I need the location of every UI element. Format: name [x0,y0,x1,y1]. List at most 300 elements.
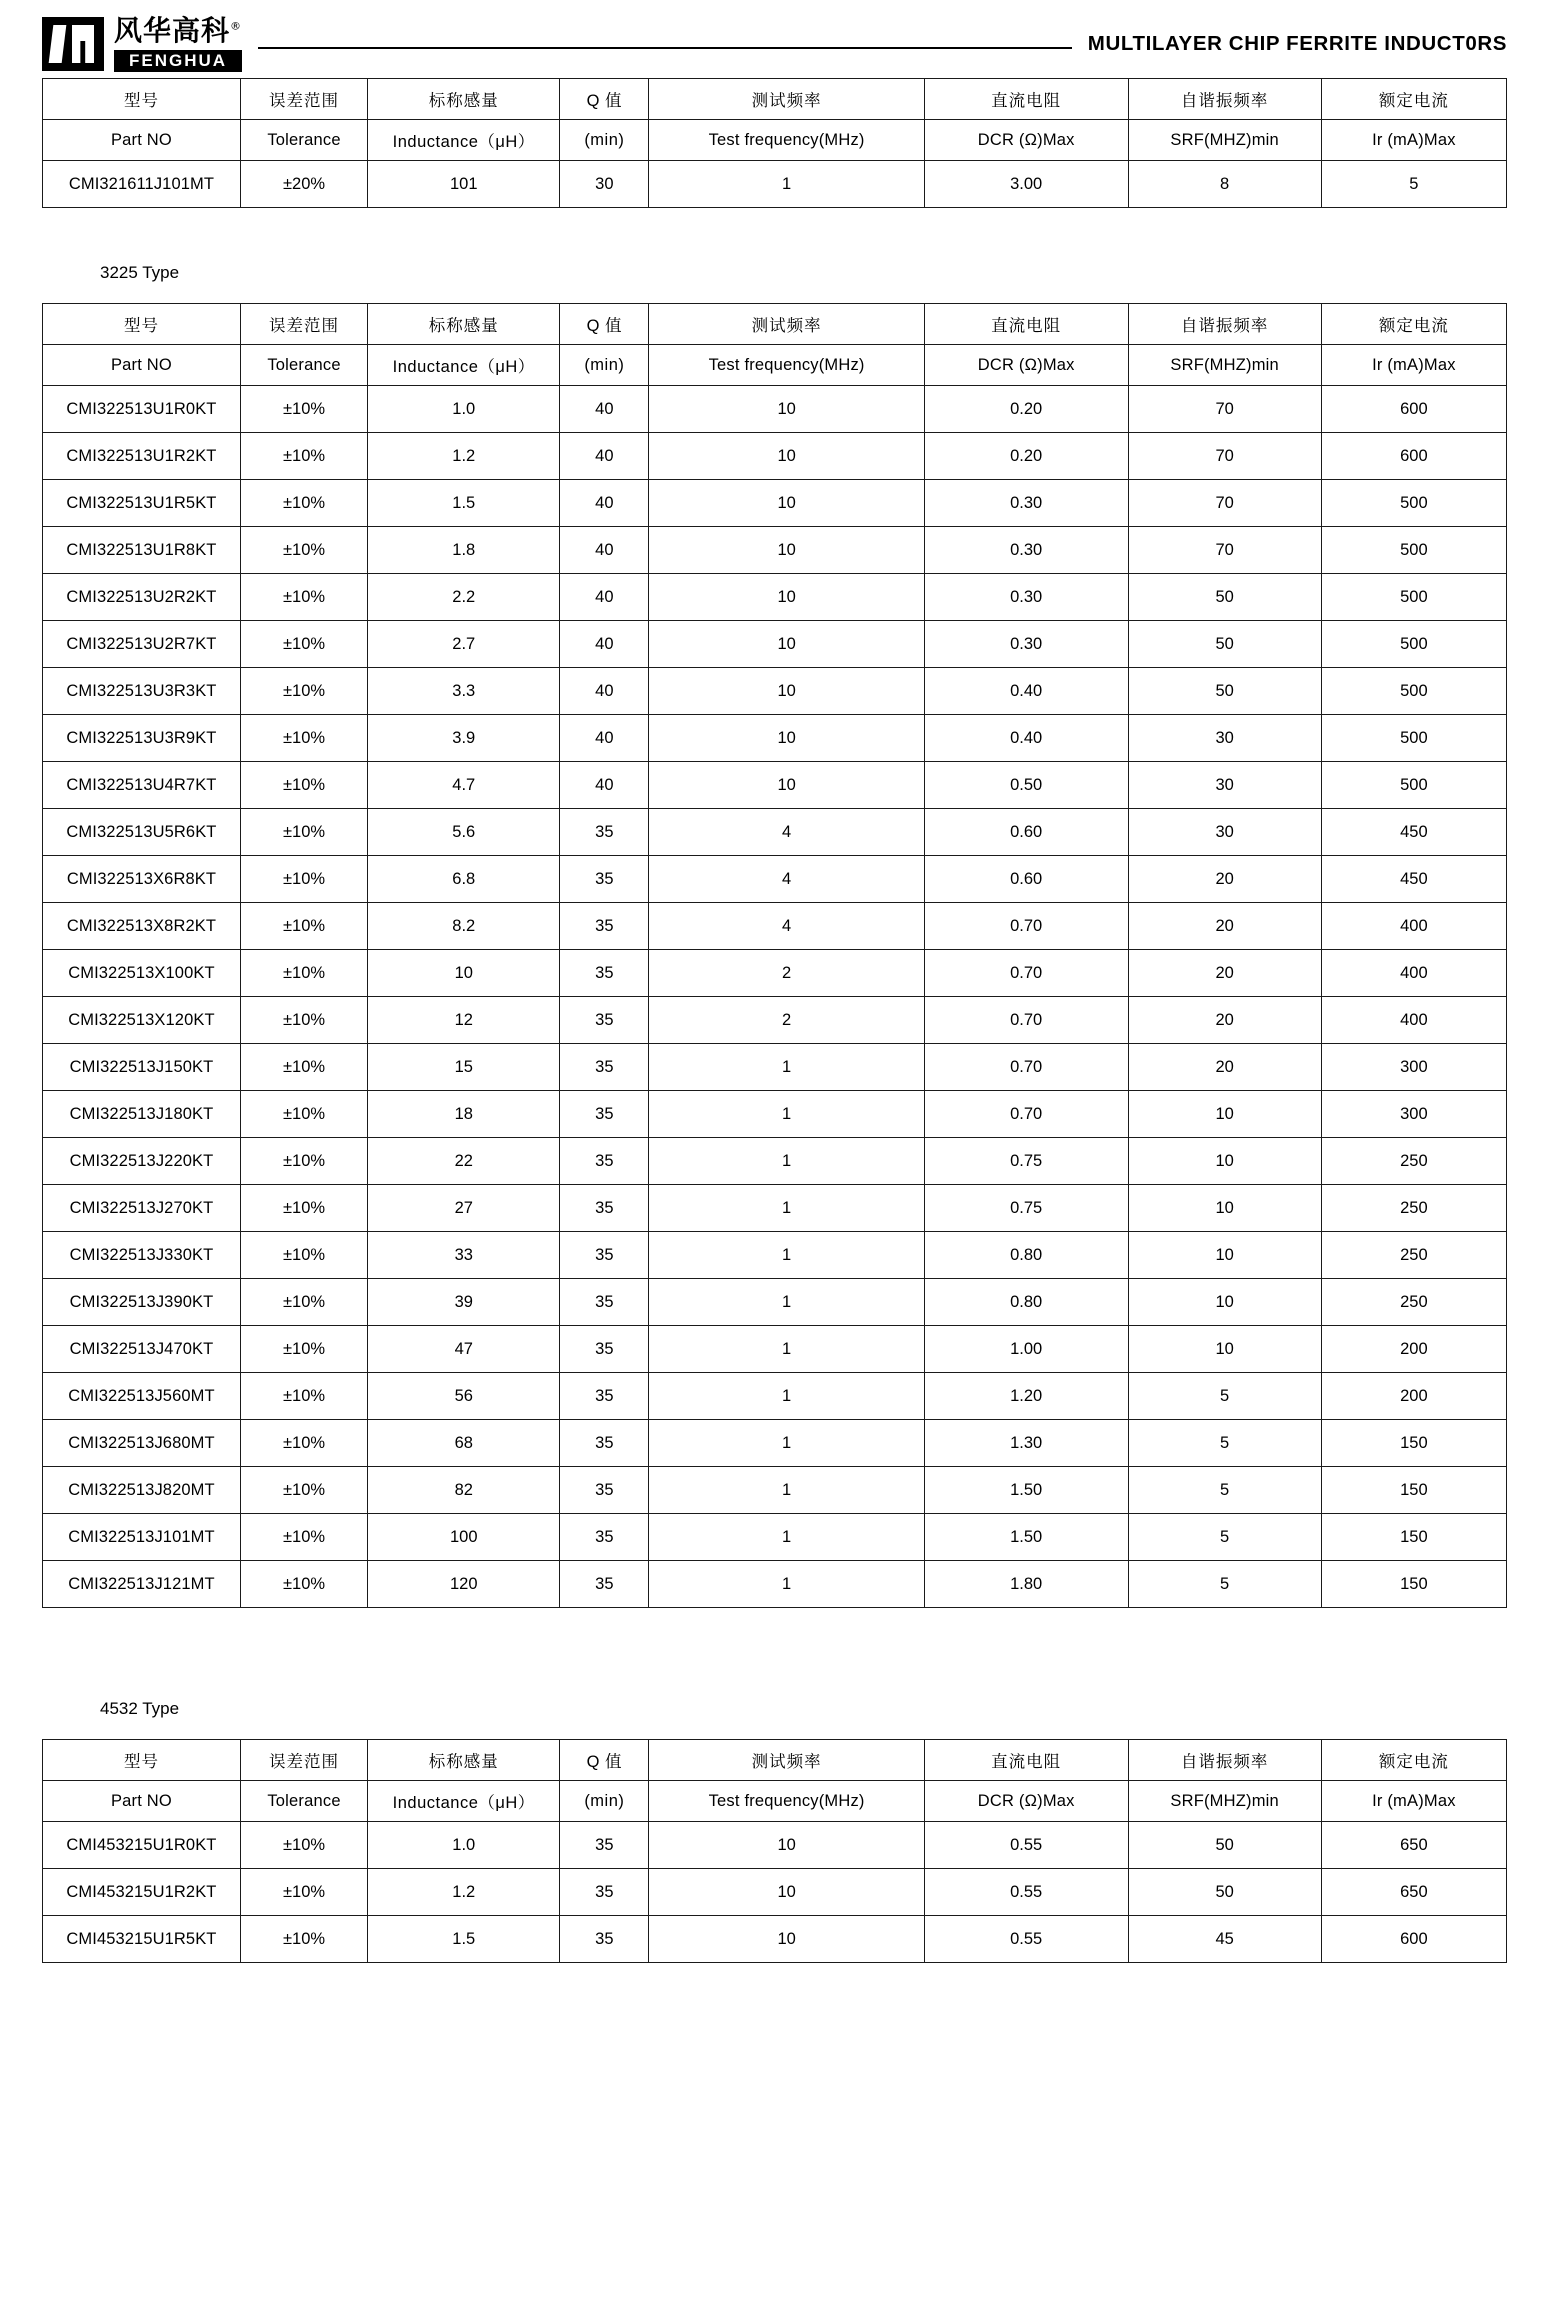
cell-part-no: CMI453215U1R0KT [43,1822,241,1869]
table-row [43,950,1507,997]
table-row [43,527,1507,574]
cell-test-frequency: 1 [649,1561,924,1608]
spec-table-section-2 [42,303,1507,1608]
cell-tolerance: ±20% [240,161,367,208]
cell-inductance: 12 [368,997,560,1044]
header-tolerance-en: Tolerance [240,345,367,386]
header-test-frequency-en: Test frequency(MHz) [649,345,924,386]
header-rated-current-cn: 额定电流 [1321,1740,1506,1781]
cell-tolerance: ±10% [240,950,367,997]
cell-part-no: CMI322513U5R6KT [43,809,241,856]
cell-rated-current: 500 [1321,621,1506,668]
cell-inductance: 1.2 [368,433,560,480]
cell-srf: 50 [1128,668,1321,715]
cell-tolerance: ±10% [240,1185,367,1232]
cell-dcr: 0.50 [924,762,1128,809]
header-tolerance-en: Tolerance [240,1781,367,1822]
cell-inductance: 39 [368,1279,560,1326]
cell-part-no: CMI322513U2R2KT [43,574,241,621]
cell-rated-current: 500 [1321,480,1506,527]
cell-rated-current: 400 [1321,903,1506,950]
cell-test-frequency: 10 [649,762,924,809]
cell-dcr: 0.40 [924,715,1128,762]
cell-test-frequency: 1 [649,161,924,208]
cell-dcr: 1.50 [924,1514,1128,1561]
spec-table [42,303,1507,1608]
cell-inductance: 5.6 [368,809,560,856]
cell-part-no: CMI322513U1R8KT [43,527,241,574]
header-inductance-cn: 标称感量 [368,304,560,345]
cell-inductance: 27 [368,1185,560,1232]
cell-srf: 70 [1128,527,1321,574]
cell-inductance: 3.9 [368,715,560,762]
header-inductance-cn: 标称感量 [368,79,560,120]
cell-srf: 5 [1128,1467,1321,1514]
logo-text-block [114,13,243,72]
logo-english-name: FENGHUA [114,50,242,72]
cell-rated-current: 650 [1321,1822,1506,1869]
cell-srf: 10 [1128,1185,1321,1232]
cell-part-no: CMI322513X100KT [43,950,241,997]
cell-rated-current: 450 [1321,809,1506,856]
cell-srf: 70 [1128,386,1321,433]
cell-srf: 10 [1128,1326,1321,1373]
table-header-row-cn [43,1740,1507,1781]
cell-part-no: CMI322513J390KT [43,1279,241,1326]
cell-srf: 50 [1128,1822,1321,1869]
cell-part-no: CMI322513J101MT [43,1514,241,1561]
header-srf-cn: 自谐振频率 [1128,1740,1321,1781]
table-row [43,1091,1507,1138]
cell-dcr: 0.20 [924,433,1128,480]
header-inductance-en: Inductance（μH） [368,120,560,161]
table-row [43,1138,1507,1185]
table-header-row-cn [43,79,1507,120]
header-tolerance-cn: 误差范围 [240,304,367,345]
cell-q: 35 [560,1373,649,1420]
cell-rated-current: 5 [1321,161,1506,208]
cell-tolerance: ±10% [240,856,367,903]
cell-tolerance: ±10% [240,1373,367,1420]
table-row [43,1326,1507,1373]
cell-tolerance: ±10% [240,1822,367,1869]
cell-part-no: CMI322513J180KT [43,1091,241,1138]
cell-q: 40 [560,386,649,433]
header-dcr-cn: 直流电阻 [924,304,1128,345]
cell-q: 35 [560,1822,649,1869]
cell-tolerance: ±10% [240,997,367,1044]
cell-q: 35 [560,1185,649,1232]
header-dcr-cn: 直流电阻 [924,1740,1128,1781]
cell-q: 30 [560,161,649,208]
cell-dcr: 1.80 [924,1561,1128,1608]
header-inductance-cn: 标称感量 [368,1740,560,1781]
cell-inductance: 56 [368,1373,560,1420]
cell-q: 40 [560,621,649,668]
cell-test-frequency: 10 [649,1869,924,1916]
cell-srf: 30 [1128,715,1321,762]
cell-q: 40 [560,480,649,527]
cell-part-no: CMI453215U1R5KT [43,1916,241,1963]
cell-srf: 50 [1128,621,1321,668]
header-q-cn: Q 值 [560,1740,649,1781]
cell-part-no: CMI322513J330KT [43,1232,241,1279]
registered-trademark-icon: ® [230,19,243,33]
cell-inductance: 1.0 [368,1822,560,1869]
cell-tolerance: ±10% [240,1467,367,1514]
cell-tolerance: ±10% [240,386,367,433]
table-header-row-en [43,1781,1507,1822]
cell-dcr: 0.70 [924,997,1128,1044]
cell-tolerance: ±10% [240,715,367,762]
cell-dcr: 0.75 [924,1138,1128,1185]
cell-part-no: CMI322513J820MT [43,1467,241,1514]
cell-srf: 20 [1128,1044,1321,1091]
table-row [43,386,1507,433]
cell-q: 35 [560,903,649,950]
cell-srf: 10 [1128,1138,1321,1185]
cell-inductance: 1.0 [368,386,560,433]
cell-part-no: CMI322513U1R0KT [43,386,241,433]
cell-srf: 70 [1128,433,1321,480]
cell-test-frequency: 10 [649,621,924,668]
cell-q: 35 [560,1138,649,1185]
cell-q: 35 [560,950,649,997]
cell-test-frequency: 1 [649,1514,924,1561]
table-row [43,621,1507,668]
cell-test-frequency: 10 [649,1822,924,1869]
header-rated-current-cn: 额定电流 [1321,304,1506,345]
cell-part-no: CMI322513U3R9KT [43,715,241,762]
cell-test-frequency: 1 [649,1044,924,1091]
cell-inductance: 15 [368,1044,560,1091]
cell-inductance: 1.5 [368,480,560,527]
cell-part-no: CMI322513U2R7KT [43,621,241,668]
header-srf-en: SRF(MHZ)min [1128,120,1321,161]
cell-test-frequency: 2 [649,950,924,997]
cell-srf: 5 [1128,1561,1321,1608]
cell-dcr: 0.55 [924,1822,1128,1869]
cell-test-frequency: 1 [649,1420,924,1467]
cell-rated-current: 250 [1321,1138,1506,1185]
cell-inductance: 1.8 [368,527,560,574]
spec-table [42,1739,1507,1963]
header-test-frequency-en: Test frequency(MHz) [649,1781,924,1822]
table-row [43,1514,1507,1561]
table-row [43,1373,1507,1420]
cell-rated-current: 200 [1321,1373,1506,1420]
cell-inductance: 82 [368,1467,560,1514]
header-tolerance-en: Tolerance [240,120,367,161]
table-header-row-en [43,345,1507,386]
cell-inductance: 120 [368,1561,560,1608]
cell-part-no: CMI322513J680MT [43,1420,241,1467]
cell-tolerance: ±10% [240,1232,367,1279]
header-dcr-en: DCR (Ω)Max [924,345,1128,386]
header-part-no-cn: 型号 [43,1740,241,1781]
cell-dcr: 1.30 [924,1420,1128,1467]
cell-tolerance: ±10% [240,1279,367,1326]
table-row [43,1185,1507,1232]
cell-dcr: 0.30 [924,574,1128,621]
cell-dcr: 3.00 [924,161,1128,208]
cell-q: 35 [560,997,649,1044]
cell-dcr: 0.30 [924,621,1128,668]
cell-inductance: 8.2 [368,903,560,950]
cell-tolerance: ±10% [240,903,367,950]
cell-rated-current: 500 [1321,762,1506,809]
cell-test-frequency: 1 [649,1138,924,1185]
cell-srf: 20 [1128,903,1321,950]
cell-dcr: 0.80 [924,1279,1128,1326]
table-row [43,1044,1507,1091]
cell-test-frequency: 1 [649,1185,924,1232]
cell-tolerance: ±10% [240,1326,367,1373]
table-row [43,1467,1507,1514]
header-part-no-en: Part NO [43,120,241,161]
section-label-3225: 3225 Type [100,263,180,282]
header-part-no-en: Part NO [43,1781,241,1822]
table-row [43,161,1507,208]
cell-srf: 70 [1128,480,1321,527]
cell-q: 35 [560,1561,649,1608]
cell-part-no: CMI322513U1R5KT [43,480,241,527]
header-q-en: (min) [560,345,649,386]
cell-tolerance: ±10% [240,574,367,621]
cell-srf: 20 [1128,856,1321,903]
cell-dcr: 0.70 [924,950,1128,997]
cell-test-frequency: 10 [649,527,924,574]
cell-dcr: 0.55 [924,1869,1128,1916]
cell-test-frequency: 10 [649,386,924,433]
header-srf-en: SRF(MHZ)min [1128,345,1321,386]
cell-rated-current: 600 [1321,433,1506,480]
cell-tolerance: ±10% [240,668,367,715]
cell-q: 40 [560,527,649,574]
cell-part-no: CMI322513X120KT [43,997,241,1044]
cell-inductance: 1.5 [368,1916,560,1963]
cell-part-no: CMI322513J270KT [43,1185,241,1232]
cell-rated-current: 400 [1321,950,1506,997]
cell-dcr: 0.75 [924,1185,1128,1232]
cell-test-frequency: 10 [649,480,924,527]
cell-q: 35 [560,1279,649,1326]
cell-rated-current: 300 [1321,1091,1506,1138]
cell-dcr: 0.30 [924,527,1128,574]
logo-chinese-name: 风华高科® [114,13,243,47]
header-q-en: (min) [560,120,649,161]
cell-dcr: 0.70 [924,903,1128,950]
table-row [43,1869,1507,1916]
header-srf-cn: 自谐振频率 [1128,304,1321,345]
spec-table [42,78,1507,208]
table-row [43,997,1507,1044]
cell-part-no: CMI322513J470KT [43,1326,241,1373]
cell-dcr: 1.20 [924,1373,1128,1420]
table-row [43,1232,1507,1279]
cell-inductance: 1.2 [368,1869,560,1916]
table-row [43,715,1507,762]
header-test-frequency-cn: 测试频率 [649,1740,924,1781]
cell-test-frequency: 1 [649,1326,924,1373]
cell-test-frequency: 1 [649,1232,924,1279]
table-row [43,903,1507,950]
cell-q: 35 [560,1232,649,1279]
cell-dcr: 0.70 [924,1091,1128,1138]
header-srf-en: SRF(MHZ)min [1128,1781,1321,1822]
cell-q: 35 [560,809,649,856]
cell-srf: 5 [1128,1420,1321,1467]
cell-dcr: 0.60 [924,809,1128,856]
cell-q: 40 [560,762,649,809]
header-rated-current-en: Ir (mA)Max [1321,345,1506,386]
cell-srf: 30 [1128,809,1321,856]
cell-part-no: CMI322513J220KT [43,1138,241,1185]
header-test-frequency-cn: 测试频率 [649,79,924,120]
cell-rated-current: 500 [1321,527,1506,574]
table-row [43,574,1507,621]
table-body-1 [43,161,1507,208]
cell-rated-current: 150 [1321,1561,1506,1608]
table-header-row-en [43,120,1507,161]
cell-q: 35 [560,1916,649,1963]
cell-dcr: 0.20 [924,386,1128,433]
cell-inductance: 22 [368,1138,560,1185]
header-rated-current-en: Ir (mA)Max [1321,120,1506,161]
table-row [43,809,1507,856]
cell-srf: 5 [1128,1514,1321,1561]
cell-rated-current: 500 [1321,574,1506,621]
cell-part-no: CMI322513X8R2KT [43,903,241,950]
header-inductance-en: Inductance（μH） [368,1781,560,1822]
cell-q: 40 [560,668,649,715]
table-row [43,762,1507,809]
cell-srf: 20 [1128,997,1321,1044]
cell-rated-current: 250 [1321,1279,1506,1326]
cell-test-frequency: 10 [649,715,924,762]
table-row [43,856,1507,903]
cell-q: 35 [560,856,649,903]
cell-q: 40 [560,574,649,621]
cell-q: 40 [560,715,649,762]
cell-rated-current: 150 [1321,1514,1506,1561]
table-row [43,433,1507,480]
header-rated-current-cn: 额定电流 [1321,79,1506,120]
cell-dcr: 1.00 [924,1326,1128,1373]
header-part-no-en: Part NO [43,345,241,386]
cell-inductance: 4.7 [368,762,560,809]
header-part-no-cn: 型号 [43,304,241,345]
header-tolerance-cn: 误差范围 [240,1740,367,1781]
cell-dcr: 0.60 [924,856,1128,903]
cell-tolerance: ±10% [240,527,367,574]
cell-inductance: 6.8 [368,856,560,903]
table-header-row-cn [43,304,1507,345]
header-dcr-en: DCR (Ω)Max [924,120,1128,161]
cell-part-no: CMI322513J560MT [43,1373,241,1420]
cell-srf: 30 [1128,762,1321,809]
cell-test-frequency: 1 [649,1091,924,1138]
cell-rated-current: 150 [1321,1420,1506,1467]
header-inductance-en: Inductance（μH） [368,345,560,386]
cell-test-frequency: 4 [649,809,924,856]
cell-test-frequency: 10 [649,1916,924,1963]
cell-srf: 10 [1128,1091,1321,1138]
table-row [43,1822,1507,1869]
header-divider [258,47,1072,49]
cell-rated-current: 250 [1321,1232,1506,1279]
cell-q: 35 [560,1514,649,1561]
cell-tolerance: ±10% [240,1138,367,1185]
page-title: MULTILAYER CHIP FERRITE INDUCT0RS [1087,32,1507,55]
cell-inductance: 33 [368,1232,560,1279]
cell-rated-current: 600 [1321,386,1506,433]
cell-q: 35 [560,1044,649,1091]
cell-tolerance: ±10% [240,1561,367,1608]
header-part-no-cn: 型号 [43,79,241,120]
header-q-cn: Q 值 [560,79,649,120]
cell-test-frequency: 4 [649,903,924,950]
cell-tolerance: ±10% [240,762,367,809]
cell-part-no: CMI321611J101MT [43,161,241,208]
cell-tolerance: ±10% [240,480,367,527]
page-header [42,0,1507,78]
cell-srf: 20 [1128,950,1321,997]
cell-part-no: CMI322513X6R8KT [43,856,241,903]
table-row [43,1561,1507,1608]
cell-dcr: 0.80 [924,1232,1128,1279]
cell-rated-current: 500 [1321,715,1506,762]
cell-rated-current: 450 [1321,856,1506,903]
cell-srf: 8 [1128,161,1321,208]
cell-tolerance: ±10% [240,1091,367,1138]
cell-tolerance: ±10% [240,1869,367,1916]
cell-rated-current: 600 [1321,1916,1506,1963]
table-row [43,1279,1507,1326]
cell-rated-current: 500 [1321,668,1506,715]
header-test-frequency-cn: 测试频率 [649,304,924,345]
cell-tolerance: ±10% [240,809,367,856]
cell-srf: 50 [1128,1869,1321,1916]
table-row [43,480,1507,527]
cell-inductance: 2.7 [368,621,560,668]
cell-dcr: 1.50 [924,1467,1128,1514]
cell-q: 35 [560,1326,649,1373]
cell-part-no: CMI322513U3R3KT [43,668,241,715]
cell-part-no: CMI322513J121MT [43,1561,241,1608]
cell-test-frequency: 1 [649,1467,924,1514]
cell-test-frequency: 1 [649,1373,924,1420]
cell-q: 40 [560,433,649,480]
cell-rated-current: 150 [1321,1467,1506,1514]
cell-tolerance: ±10% [240,1420,367,1467]
table-body-2 [43,386,1507,1608]
cell-test-frequency: 4 [649,856,924,903]
cell-q: 35 [560,1869,649,1916]
header-dcr-cn: 直流电阻 [924,79,1128,120]
cell-q: 35 [560,1467,649,1514]
cell-inductance: 101 [368,161,560,208]
cell-dcr: 0.40 [924,668,1128,715]
cell-tolerance: ±10% [240,1514,367,1561]
cell-tolerance: ±10% [240,1044,367,1091]
header-rated-current-en: Ir (mA)Max [1321,1781,1506,1822]
cell-tolerance: ±10% [240,433,367,480]
table-body-3 [43,1822,1507,1963]
fenghua-logo-icon [42,17,104,71]
cell-srf: 10 [1128,1232,1321,1279]
cell-inductance: 68 [368,1420,560,1467]
